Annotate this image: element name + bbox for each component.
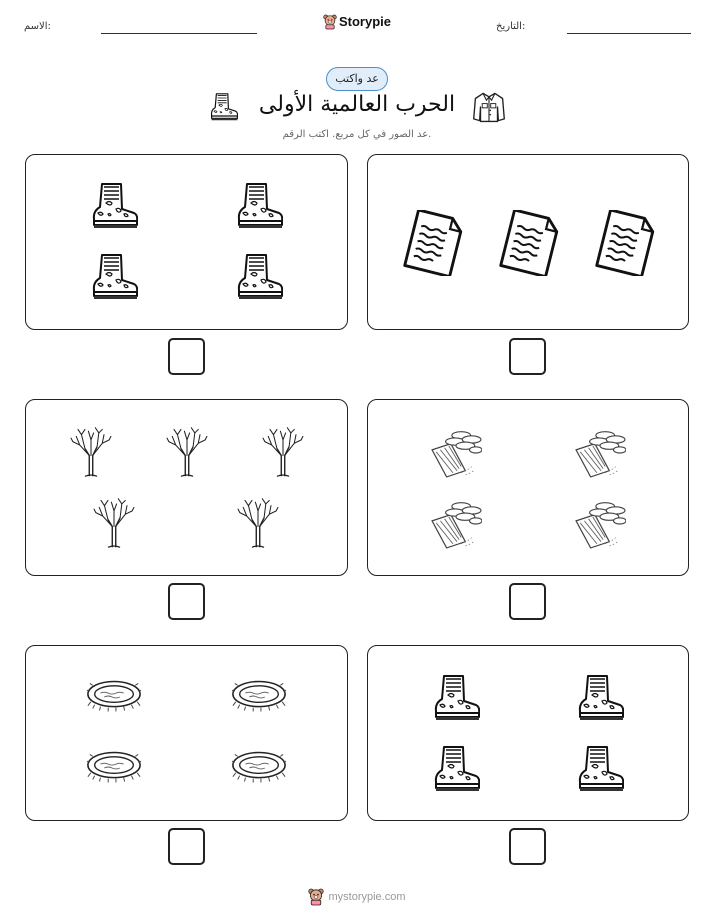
- combat-boot-icon: [430, 673, 480, 723]
- bare-tree-icon: [69, 426, 113, 478]
- sandbag-trench-icon: [574, 427, 626, 479]
- answer-box-3[interactable]: [509, 583, 546, 620]
- footer-url[interactable]: mystorypie.com: [328, 891, 406, 903]
- brand-name: Storypie: [338, 14, 391, 30]
- crater-icon: [85, 676, 143, 716]
- name-label: الاسم:: [24, 21, 51, 32]
- name-line[interactable]: [101, 33, 257, 34]
- answer-box-6[interactable]: [168, 828, 205, 865]
- bare-tree-icon: [92, 497, 136, 549]
- sandbag-trench-icon: [574, 498, 626, 550]
- sandbag-trench-icon: [430, 427, 482, 479]
- bear-logo-icon: [323, 14, 337, 30]
- bare-tree-icon: [236, 497, 280, 549]
- answer-box-5[interactable]: [509, 828, 546, 865]
- page-title: الحرب العالمية الأولى: [258, 92, 456, 117]
- combat-boot-icon: [574, 673, 624, 723]
- jacket-title-icon: [472, 90, 506, 124]
- paper-document-icon: [496, 210, 562, 276]
- bare-tree-icon: [165, 426, 209, 478]
- count-panel-1: [367, 154, 689, 330]
- crater-icon: [230, 747, 288, 787]
- answer-box-2[interactable]: [168, 338, 205, 375]
- count-panel-6: [25, 645, 348, 821]
- combat-boot-icon: [430, 744, 480, 794]
- combat-boot-icon: [233, 181, 283, 231]
- sandbag-trench-icon: [430, 498, 482, 550]
- combat-boot-icon: [574, 744, 624, 794]
- combat-boot-icon: [88, 252, 138, 302]
- crater-icon: [230, 676, 288, 716]
- activity-badge: عد واكتب: [326, 67, 388, 91]
- footer: [0, 888, 714, 906]
- date-label: التاريخ:: [496, 21, 526, 32]
- answer-box-4[interactable]: [168, 583, 205, 620]
- answer-box-1[interactable]: [509, 338, 546, 375]
- bare-tree-icon: [261, 426, 305, 478]
- paper-document-icon: [400, 210, 466, 276]
- bear-logo-icon: [308, 888, 324, 906]
- count-panel-5: [367, 645, 689, 821]
- combat-boot-icon: [233, 252, 283, 302]
- instructions: عد الصور في كل مربع. اكتب الرقم.: [282, 129, 432, 140]
- crater-icon: [85, 747, 143, 787]
- brand-logo: [0, 13, 714, 30]
- count-panel-4: [25, 399, 348, 576]
- count-panel-3: [367, 399, 689, 576]
- combat-boot-icon: [88, 181, 138, 231]
- paper-document-icon: [592, 210, 658, 276]
- count-panel-2: [25, 154, 348, 330]
- date-line[interactable]: [567, 33, 691, 34]
